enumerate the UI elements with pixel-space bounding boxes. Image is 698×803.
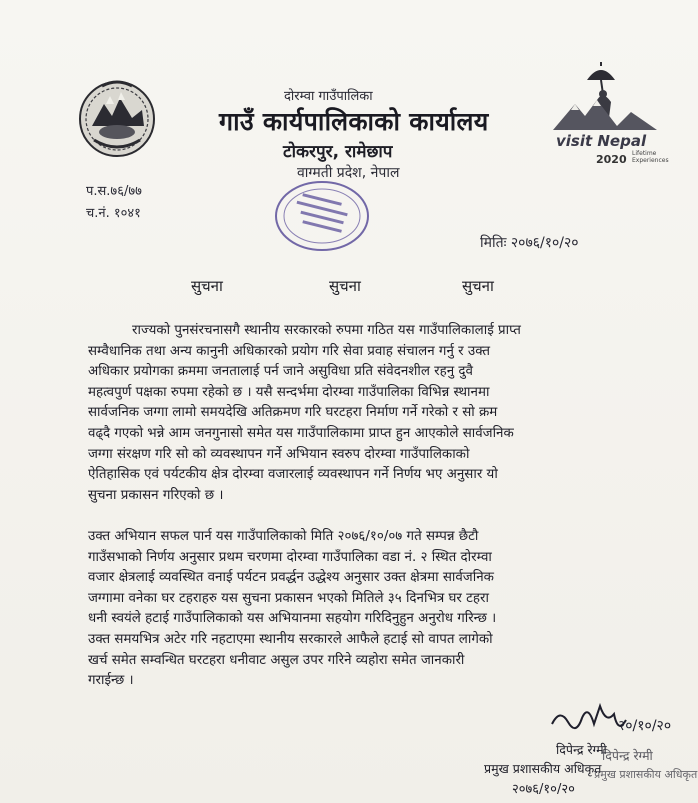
paragraph-line: वढ्दै गएको भन्ने आम जनगुनासो समेत यस गाउँपालिकामा प्राप्त हुन आएकोले सार्वजनिक — [88, 425, 514, 441]
paragraph-line: सम्वैधानिक तथा अन्य कानुनी अधिकारको प्रयोग गरि सेवा प्रवाह संचालन गर्नु र उक्त — [88, 343, 491, 359]
visit-nepal-text: visit Nepal — [556, 132, 647, 150]
paragraph-line: सार्वजनिक जग्गा लामो समयदेखि अतिक्रमण गरि घरटहरा निर्माण गर्ने गरेको र सो क्रम — [88, 405, 498, 421]
paragraph-line: जग्गामा वनेका घर टहराहरु यस सुचना प्रकासन भएको मितिले ३५ दिनभित्र घर टहरा — [88, 590, 489, 606]
municipality-name: दोरम्वा गाउँपालिका — [284, 89, 373, 104]
paragraph-line: राज्यको पुनसंरचनासगै स्थानीय सरकारको रुपमा गठित यस गाउँपालिकालाई प्राप्त — [132, 323, 521, 338]
visit-nepal-year: 2020 — [596, 153, 627, 166]
body-paragraph-1 — [88, 321, 648, 506]
notice-heading-2: सुचना — [329, 277, 361, 295]
letter-date: मितिः २०७६/१०/२० — [480, 235, 579, 251]
paragraph-line: गराईन्छ । — [88, 673, 134, 689]
signature-date: २०/१०/२० — [618, 718, 672, 734]
office-location: टोकरपुर, रामेछाप — [283, 142, 393, 162]
dispatch-number: च.नं. १०४१ — [86, 206, 141, 221]
notice-heading-1: सुचना — [191, 277, 223, 295]
paragraph-line: महत्वपुर्ण पक्षका रुपमा रहेको छ । यसै सन्दर्भमा दोरम्वा गाउँपालिका विभिन्न स्थानमा — [88, 384, 490, 400]
paragraph-line: जग्गा संरक्षण गरि सो को व्यवस्थापन गर्ने अभियान स्वरुप दोरम्वा गाउँपालिकाको — [88, 446, 470, 462]
signature-date-line: २०७६/१०/२० — [512, 782, 575, 797]
fiscal-year-ref: प.स.७६/७७ — [86, 184, 142, 199]
paragraph-line: उक्त समयभित्र अटेर गरि नहटाएमा स्थानीय सरकारले आफैले हटाई सो वापत लागेको — [88, 631, 493, 647]
paragraph-line: धनी स्वयंले हटाई गाउँपालिकाको यस अभियानमा सहयोग गरिदिनुहुन अनुरोध गरिन्छ । — [88, 611, 497, 627]
paragraph-line: अधिकार प्रयोगका क्रममा जनतालाई पर्न जाने असुविधा प्रति संवेदनशील रहनु दुवै — [88, 364, 473, 380]
body-paragraph-2 — [88, 527, 648, 692]
signatory-stamp-title: प्रमुख प्रशासकीय अधिकृत — [594, 768, 698, 781]
visit-nepal-tagline: Lifetime Experiences — [632, 150, 669, 164]
signatory-name: दिपेन्द्र रेग्मी — [556, 742, 607, 757]
nepal-emblem-icon — [74, 74, 160, 160]
paragraph-line: गाउँसभाको निर्णय अनुसार प्रथम चरणमा दोरम्वा गाउँपालिका वडा नं. २ स्थित दोरम्वा — [88, 549, 492, 565]
signatory-title: प्रमुख प्रशासकीय अधिकृत — [484, 761, 602, 776]
paragraph-line: उक्त अभियान सफल पार्न यस गाउँपालिकाको मिति २०७६/१०/०७ गते सम्पन्न छैटौ — [88, 529, 479, 544]
signatory-stamp-name: दिपेन्द्र रेग्मी — [602, 748, 653, 763]
notice-heading-3: सुचना — [462, 277, 494, 295]
office-title: गाउँ कार्यपालिकाको कार्यालय — [219, 107, 489, 136]
office-stamp — [272, 176, 372, 256]
paragraph-line: सुचना प्रकासन गरिएको छ । — [88, 487, 224, 503]
province-line: वाग्मती प्रदेश, नेपाल — [297, 165, 400, 181]
paragraph-line: ऐतिहासिक एवं पर्यटकीय क्षेत्र दोरम्वा वजारलाई व्यवस्थापन गर्ने निर्णय भए अनुसार यो — [88, 467, 498, 483]
paragraph-line: वजार क्षेत्रलाई व्यवस्थित वनाई पर्यटन प्रवर्द्धन उद्धेश्य अनुसार उक्त क्षेत्रमा सार्वजनिक — [88, 570, 494, 586]
paragraph-line: खर्च समेत सम्वन्धित घरटहरा धनीवाट असुल उपर गरिने व्यहोरा समेत जानकारी — [88, 652, 465, 668]
